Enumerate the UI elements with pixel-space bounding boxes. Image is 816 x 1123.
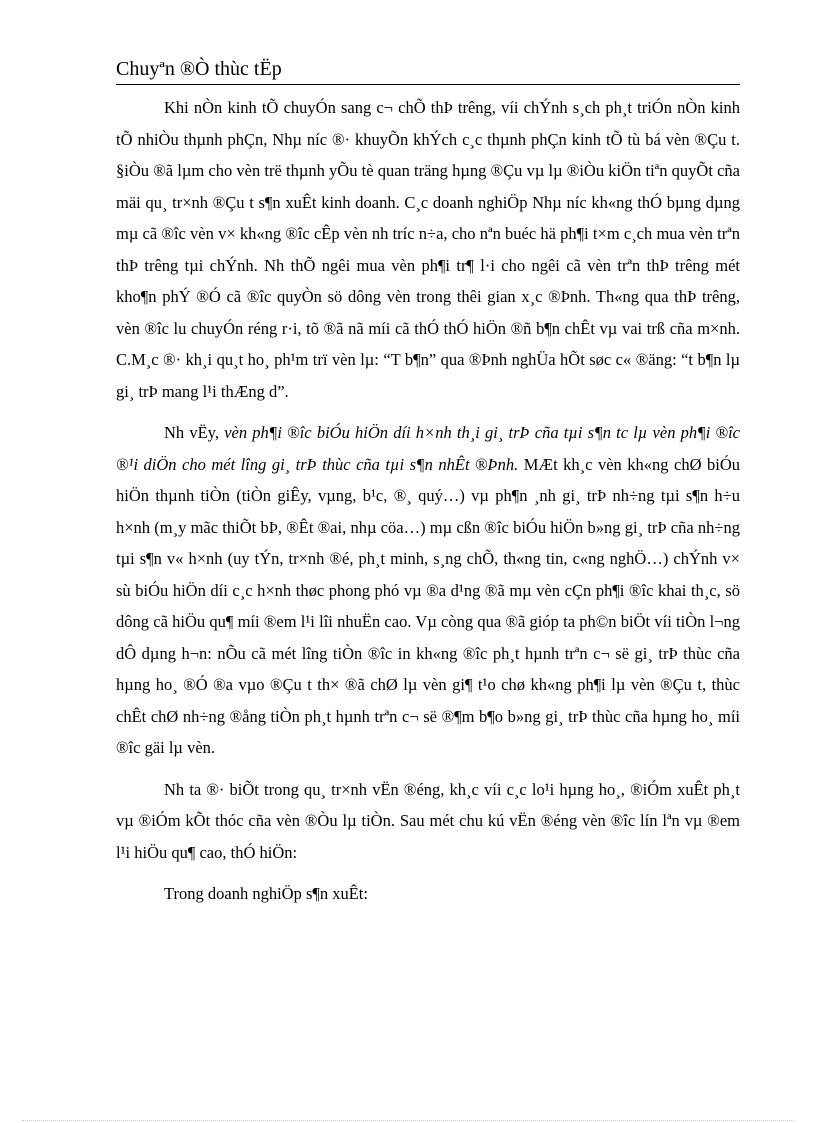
- document-body: [116, 92, 740, 920]
- paragraph-2-suffix: MÆt kh¸c vèn kh«ng chØ biÓu hiÖn thµnh tiÒn (tiÒn giÊy, vµng, b¹c, ®¸ quý…) vµ ph¶n ¸nh gi¸ trÞ nh÷ng tµi s¶n h÷u h×nh (m¸y mãc thiÕt bÞ, ®Êt ®ai, nhµ cöa…) mµ cßn ®îc biÓu hiÖn b»ng gi¸ trÞ cña nh÷ng tµi s¶n v« h×nh (uy tÝn, tr×nh ®é, ph¸t minh, s¸ng chÕ, th«ng tin, c«ng nghÖ…) chÝnh v× sù biÓu hiÖn díi c¸c h×nh thøc phong phó vµ ®a d¹ng ®ã mµ vèn cÇn ph¶i ®îc khai th¸c, sö dông cã hiÖu qu¶ míi ®em l¹i lîi nhuËn cao. Vµ còng qua ®ã gióp ta ph©n biÖt víi tiÒn l¬ng dÔ dµng h¬n: nÕu cã mét lîng tiÒn ®îc in kh«ng ®îc ph¸t hµnh trªn c¬ së gi¸ trÞ thùc cña hµng ho¸ ®Ó ®a vµo ®Çu t th× ®ã chØ lµ vèn gi¶ t¹o chø kh«ng ph¶i lµ vèn ®Çu t, thùc chÊt chØ nh÷ng ®ång tiÒn ph¸t hµnh trªn c¬ së ®¶m b¶o b»ng gi¸ trÞ thùc cña hµng ho¸ míi ®îc gäi lµ vèn.: [116, 454, 741, 757]
- paragraph-3: Nh ta ®· biÕt trong qu¸ tr×nh vËn ®éng, kh¸c víi c¸c lo¹i hµng ho¸, ®iÓm xuÊt ph¸t vµ ®iÓm kÕt thóc cña vèn ®Òu lµ tiÒn. Sau mét chu kú vËn ®éng vèn ®îc lín lªn vµ ®em l¹i hiÖu qu¶ cao, thÓ hiÖn:: [116, 779, 740, 862]
- paragraph-2: [116, 417, 740, 764]
- paragraph-4: Trong doanh nghiÖp s¶n xuÊt:: [164, 884, 368, 903]
- page-bottom-divider: [22, 1120, 794, 1121]
- header-divider: [116, 84, 740, 85]
- paragraph-1: Khi nÒn kinh tÕ chuyÓn sang c¬ chÕ thÞ trêng, víi chÝnh s¸ch ph¸t triÓn nÒn kinh tÕ nhiÒu thµnh phÇn, Nhµ níc ®· khuyÕn khÝch c¸c thµnh phÇn kinh tÕ tù bá vèn ®Çu t. §iÒu ®ã lµm cho vèn trë thµnh yÕu tè quan träng hµng ®Çu vµ lµ ®iÒu kiÖn tiªn quyÕt cña mäi qu¸ tr×nh ®Çu t s¶n xuÊt kinh doanh. C¸c doanh nghiÖp Nhµ níc kh«ng thÓ bµng dµng mµ cã ®îc vèn v× kh«ng ®îc cÊp vèn nh tríc n÷a, cho nªn buéc hä ph¶i t×m c¸ch mua vèn trªn thÞ trêng tµi chÝnh. Nh thÕ ngêi mua vèn ph¶i tr¶ l·i cho ngêi cã vèn trªn thÞ trêng mét kho¶n phÝ ®Ó cã ®îc quyÒn sö dông vèn trong thêi gian x¸c ®Þnh. Th«ng qua thÞ trêng, vèn ®îc lu chuyÓn réng r·i, tõ ®ã nã míi cã thÓ thÓ hiÖn ®ñ b¶n chÊt vµ vai trß cña m×nh. C.M¸c ®· kh¸i qu¸t ho¸ ph¹m trï vèn lµ: “T b¶n” qua ®Þnh nghÜa hÕt søc c« ®äng: “t b¶n lµ gi¸ trÞ mang l¹i thÆng d”.: [116, 98, 740, 401]
- page-header-title: Chuyªn ®Ò thùc tËp: [116, 58, 282, 80]
- paragraph-2-prefix: Nh vËy,: [164, 423, 225, 442]
- paragraph-2-italic-definition: vèn ph¶i ®îc biÓu hiÖn díi h×nh th¸i gi¸ trÞ cña tµi s¶n tc lµ vèn ph¶i ®îc ®¹i diÖn cho mét lîng gi¸ trÞ thùc cña tµi s¶n nhÊt ®Þnh.: [116, 423, 740, 474]
